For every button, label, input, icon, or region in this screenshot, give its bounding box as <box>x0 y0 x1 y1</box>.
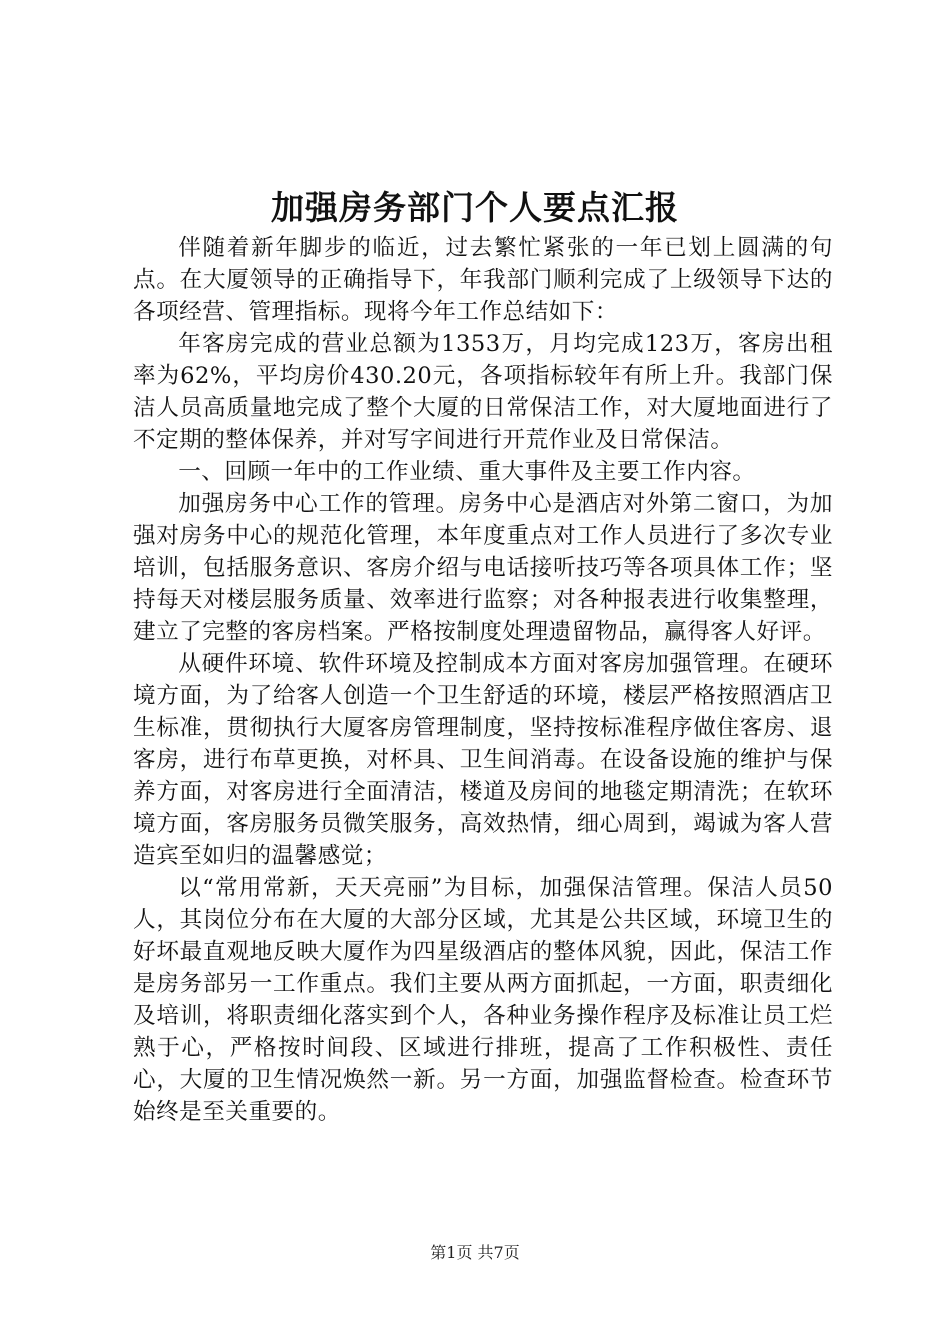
paragraph-section-heading: 一、回顾一年中的工作业绩、重大事件及主要工作内容。 <box>178 459 756 485</box>
paragraph-room-management: 从硬件环境、软件环境及控制成本方面对客房加强管理。在硬环境方面，为了给客人创造一个卫生舒适的环境，楼层严格按照酒店卫生标准，贯彻执行大厦客房管理制度，坚持按标准程序做住客房、退客房，进行布草更换，对杯具、卫生间消毒。在设备设施的维护与保养方面，对客房进行全面清洁，楼道及房间的地毯定期清洗；在软环境方面，客房服务员微笑服务，高效热情，细心周到，竭诚为客人营造宾至如归的温馨感觉； <box>133 651 833 869</box>
paragraph-cleaning-management: 以“常用常新，天天亮丽”为目标，加强保洁管理。保洁人员50人，其岗位分布在大厦的大部分区域，尤其是公共区域，环境卫生的好坏最直观地反映大厦作为四星级酒店的整体风貌，因此，保洁工作是房务部另一工作重点。我们主要从两方面抓起，一方面，职责细化及培训，将职责细化落实到个人，各种业务操作程序及标准让员工烂熟于心，严格按时间段、区域进行排班，提高了工作积极性、责任心，大厦的卫生情况焕然一新。另一方面，加强监督检查。检查环节始终是至关重要的。 <box>133 875 833 1125</box>
paragraph-front-office-management: 加强房务中心工作的管理。房务中心是酒店对外第二窗口，为加强对房务中心的规范化管理，本年度重点对工作人员进行了多次专业培训，包括服务意识、客房介绍与电话接听技巧等各项具体工作；坚持每天对楼层服务质量、效率进行监察；对各种报表进行收集整理，建立了完整的客房档案。严格按制度处理遗留物品，赢得客人好评。 <box>133 491 833 645</box>
page-number-footer: 第1页 共7页 <box>430 1243 520 1262</box>
document-title: 加强房务部门个人要点汇报 <box>271 188 679 227</box>
document-body <box>133 232 833 1128</box>
paragraph-intro: 伴随着新年脚步的临近，过去繁忙紧张的一年已划上圆满的句点。在大厦领导的正确指导下，年我部门顺利完成了上级领导下达的各项经营、管理指标。现将今年工作总结如下： <box>133 235 833 325</box>
paragraph-revenue-summary: 年客房完成的营业总额为1353万，月均完成123万，客房出租率为62%，平均房价430.20元，各项指标较年有所上升。我部门保洁人员高质量地完成了整个大厦的日常保洁工作，对大厦地面进行了不定期的整体保养，并对写字间进行开荒作业及日常保洁。 <box>133 331 833 453</box>
